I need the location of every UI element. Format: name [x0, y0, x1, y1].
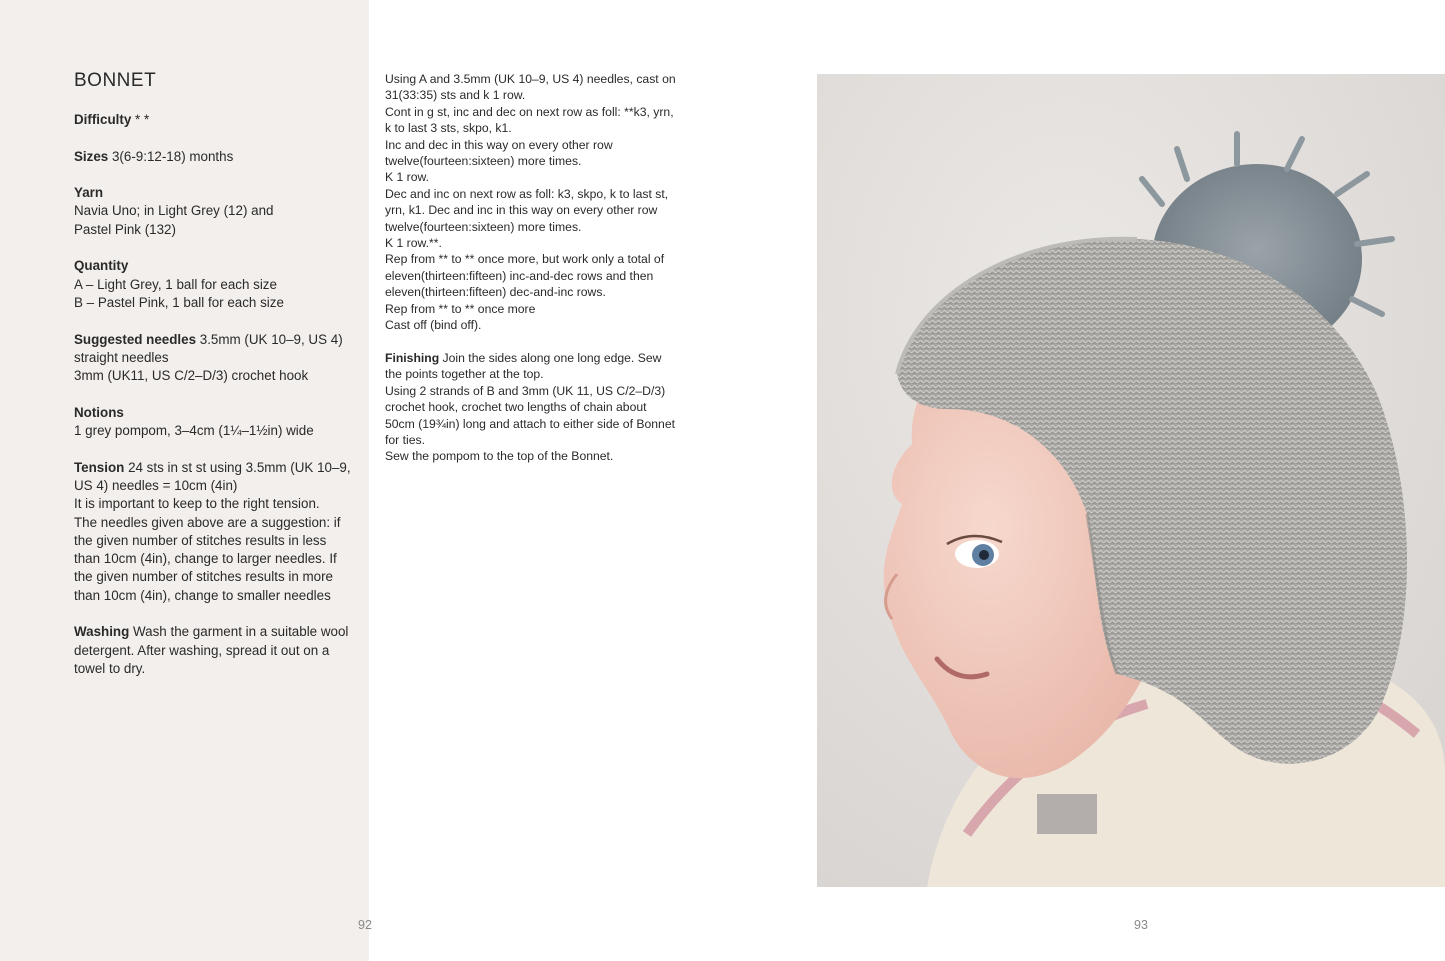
finishing-line: 50cm (19¾in) long and attach to either side of Bonnet: [385, 416, 675, 431]
instruction-line: K 1 row.**.: [385, 236, 442, 251]
instruction-line: Inc and dec in this way on every other row: [385, 137, 613, 152]
finishing-line: for ties.: [385, 432, 425, 447]
yarn-spec: [74, 184, 359, 239]
finishing-line: Sew the pompom to the top of the Bonnet.: [385, 449, 614, 464]
needles-line: straight needles: [74, 349, 169, 365]
needles-spec: [74, 331, 359, 386]
instruction-line: twelve(fourteen:sixteen) more times.: [385, 219, 582, 234]
instruction-line: Rep from ** to ** once more: [385, 301, 536, 316]
notions-label: Notions: [74, 404, 124, 420]
needles-label: Suggested needles: [74, 331, 197, 347]
tension-line: US 4) needles = 10cm (4in): [74, 477, 238, 493]
instruction-line: 31(33:35) sts and k 1 row.: [385, 88, 526, 103]
tension-line: than 10cm (4in), change to smaller needles: [74, 587, 331, 603]
instruction-line: eleven(thirteen:fifteen) inc-and-dec rows and then: [385, 268, 654, 283]
tension-line: than 10cm (4in), change to larger needles. If: [74, 551, 337, 567]
washing-line: detergent. After washing, spread it out on a: [74, 642, 330, 658]
quantity-line: B – Pastel Pink, 1 ball for each size: [74, 294, 284, 310]
instruction-line: eleven(thirteen:fifteen) dec-and-inc rows.: [385, 285, 606, 300]
instruction-line: twelve(fourteen:sixteen) more times.: [385, 154, 582, 169]
pattern-specifications: [74, 111, 359, 697]
sizes-label: Sizes: [74, 148, 109, 164]
washing-line: towel to dry.: [74, 660, 146, 676]
tension-line: The needles given above are a suggestion: if: [74, 514, 341, 530]
washing-first-line: Wash the garment in a suitable wool: [129, 624, 349, 640]
difficulty-spec: [74, 111, 359, 129]
difficulty-label: Difficulty: [74, 112, 132, 127]
instruction-line: Rep from ** to ** once more, but work only a total of: [385, 252, 665, 267]
needles-first-line: 3.5mm (UK 10–9, US 4): [196, 331, 343, 347]
washing-label: Washing: [74, 624, 130, 640]
instruction-line: Cast off (bind off).: [385, 318, 482, 333]
finishing-line: crochet hook, crochet two lengths of chain about: [385, 400, 647, 415]
quantity-spec: [74, 257, 359, 312]
difficulty-value: * *: [131, 112, 150, 127]
quantity-line: A – Light Grey, 1 ball for each size: [74, 276, 277, 292]
baby-bonnet-photo: [817, 74, 1445, 887]
tension-line: the given number of stitches results in less: [74, 532, 327, 548]
finishing-line: the points together at the top.: [385, 367, 544, 382]
instruction-line: yrn, k1. Dec and inc in this way on every other row: [385, 203, 658, 218]
yarn-line: Pastel Pink (132): [74, 221, 176, 237]
tension-label: Tension: [74, 459, 125, 475]
instruction-line: K 1 row.: [385, 170, 430, 185]
page-number-left: 92: [358, 918, 372, 932]
instruction-line: k to last 3 sts, skpo, k1.: [385, 121, 512, 136]
instruction-line: Using A and 3.5mm (UK 10–9, US 4) needles, cast on: [385, 72, 676, 86]
tension-line: the given number of stitches results in more: [74, 569, 334, 585]
paragraph-gap: [385, 334, 685, 350]
finishing-first-line: Join the sides along one long edge. Sew: [439, 350, 662, 365]
sizes-spec: [74, 148, 359, 166]
instruction-line: Cont in g st, inc and dec on next row as foll: **k3, yrn,: [385, 104, 674, 119]
pattern-instructions: [385, 71, 685, 465]
tension-spec: [74, 459, 359, 605]
tension-first-line: 24 sts in st st using 3.5mm (UK 10–9,: [124, 459, 351, 475]
finishing-label: Finishing: [385, 350, 440, 365]
yarn-line: Navia Uno; in Light Grey (12) and: [74, 203, 274, 219]
yarn-label: Yarn: [74, 185, 104, 201]
washing-spec: [74, 623, 359, 678]
quantity-label: Quantity: [74, 258, 129, 274]
finishing-line: Using 2 strands of B and 3mm (UK 11, US C/2–D/3): [385, 383, 666, 398]
page-number-right: 93: [1134, 918, 1148, 932]
needles-line: 3mm (UK11, US C/2–D/3) crochet hook: [74, 368, 309, 384]
tension-line: It is important to keep to the right tension.: [74, 496, 320, 512]
sizes-value: 3(6-9:12-18) months: [108, 148, 234, 164]
instruction-line: Dec and inc on next row as foll: k3, skpo, k to last st,: [385, 186, 669, 201]
notions-spec: [74, 404, 359, 441]
notions-line: 1 grey pompom, 3–4cm (1¼–1½in) wide: [74, 423, 314, 439]
pattern-title: BONNET: [74, 70, 157, 91]
